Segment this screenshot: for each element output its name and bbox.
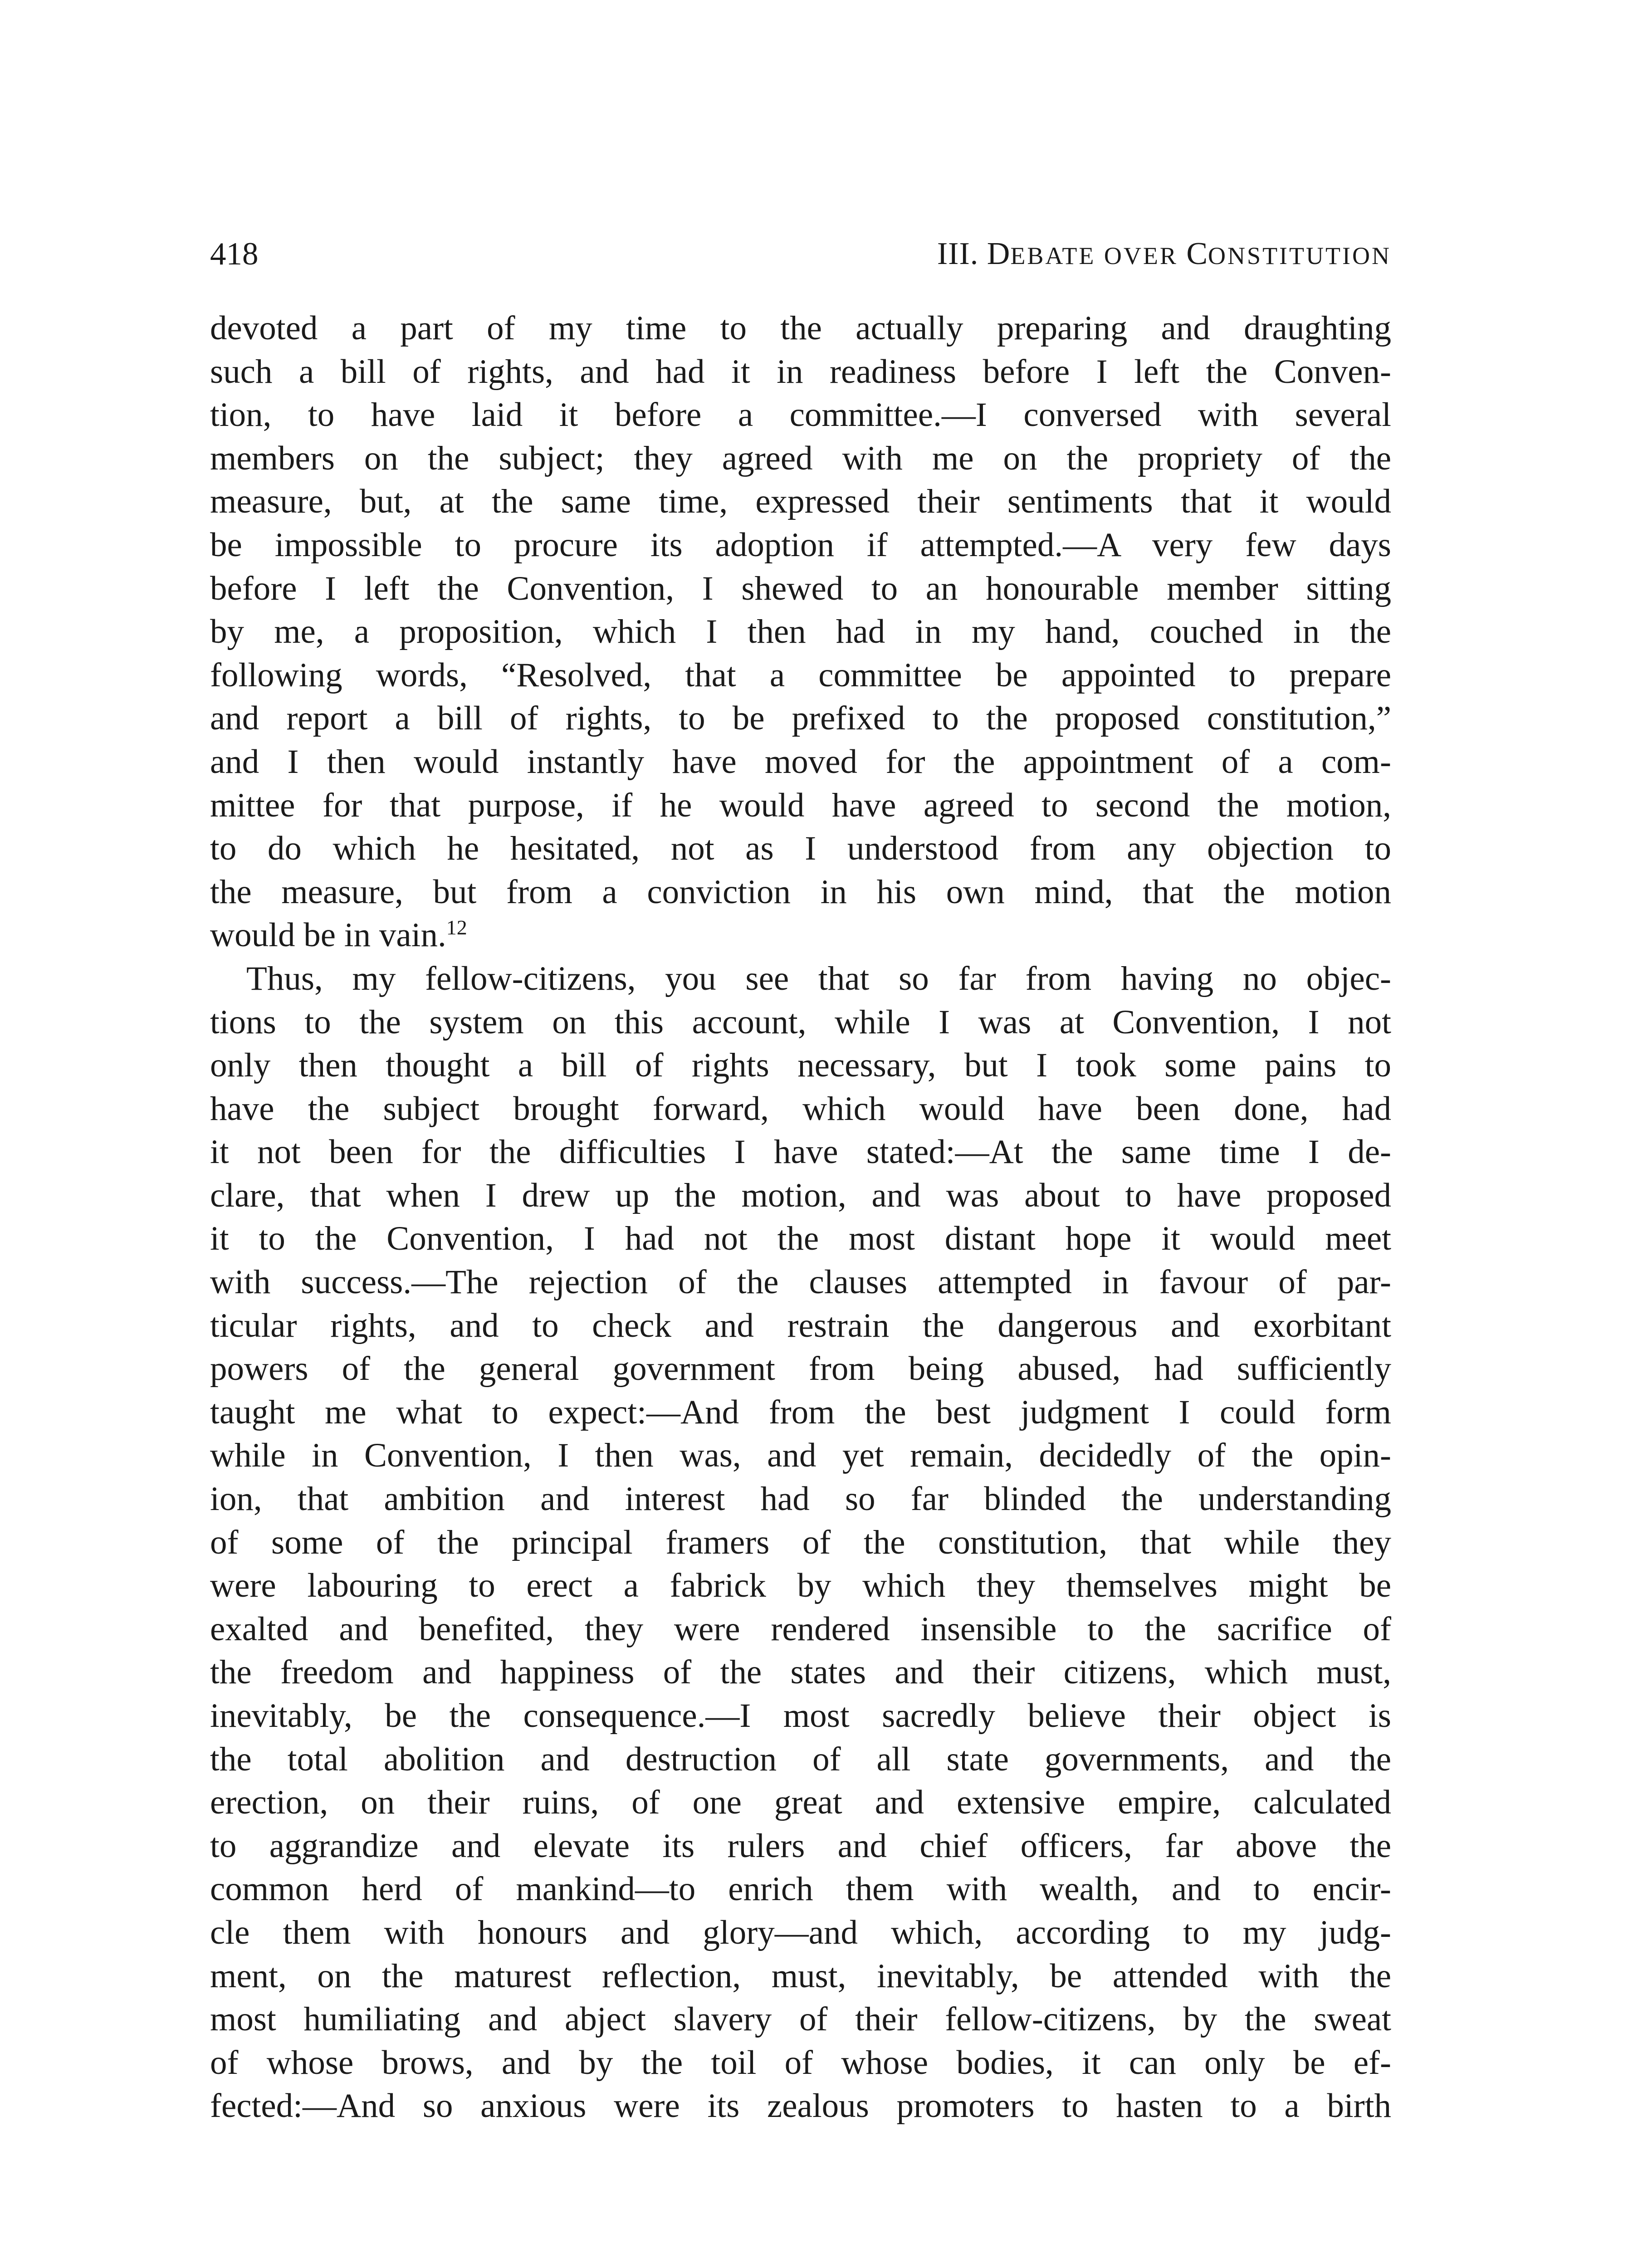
text-line: were labouring to erect a fabrick by which they themselves might be <box>210 1567 1391 1605</box>
text-line: following words, “Resolved, that a committee be appointed to prepare <box>210 656 1391 694</box>
text-line: inevitably, be the consequence.—I most sacredly believe their object is <box>210 1697 1391 1735</box>
text-line: ion, that ambition and interest had so far blinded the understanding <box>210 1480 1391 1518</box>
text-line: to do which he hesitated, not as I understood from any objection to <box>210 830 1391 868</box>
text-line: before I left the Convention, I shewed to an honourable member sitting <box>210 569 1391 607</box>
text-line: ment, on the maturest reflection, must, inevitably, be attended with the <box>210 1957 1391 1995</box>
text-line: to aggrandize and elevate its rulers and chief officers, far above the <box>210 1827 1391 1865</box>
text-line: it to the Convention, I had not the most distant hope it would meet <box>210 1220 1391 1258</box>
text-line: fected:—And so anxious were its zealous promoters to hasten to a birth <box>210 2087 1391 2125</box>
paragraph-2 <box>210 957 1391 2128</box>
text-line: Thus, my fellow-citizens, you see that so far from having no objec- <box>246 959 1391 997</box>
running-head <box>210 229 1391 279</box>
text-line: of whose brows, and by the toil of whose bodies, it can only be ef- <box>210 2043 1391 2082</box>
text-line: common herd of mankind—to enrich them with wealth, and to encir- <box>210 1870 1391 1908</box>
text-line: while in Convention, I then was, and yet remain, decidedly of the opin- <box>210 1437 1391 1475</box>
text-line: it not been for the difficulties I have stated:—At the same time I de- <box>210 1133 1391 1171</box>
text-line: ticular rights, and to check and restrain the dangerous and exorbitant <box>210 1306 1391 1344</box>
text-line: with success.—The rejection of the clauses attempted in favour of par- <box>210 1263 1391 1301</box>
text-line: cle them with honours and glory—and which, according to my judg- <box>210 1913 1391 1951</box>
text-line: powers of the general government from being abused, had sufficiently <box>210 1350 1391 1388</box>
text-line: mittee for that purpose, if he would have agreed to second the motion, <box>210 786 1391 824</box>
text-line: members on the subject; they agreed with me on the propriety of the <box>210 439 1391 477</box>
text-line: measure, but, at the same time, expressed their sentiments that it would <box>210 483 1391 521</box>
text-line: erection, on their ruins, of one great and extensive empire, calculated <box>210 1784 1391 1822</box>
text-line: such a bill of rights, and had it in readiness before I left the Conven- <box>210 352 1391 391</box>
text-line: by me, a proposition, which I then had in my hand, couched in the <box>210 613 1391 651</box>
text-line: the freedom and happiness of the states and their citizens, which must, <box>210 1653 1391 1691</box>
text-line: the measure, but from a conviction in his own mind, that the motion <box>210 873 1391 911</box>
text-line: and report a bill of rights, to be prefixed to the proposed constitution,” <box>210 699 1391 738</box>
text-line: have the subject brought forward, which would have been done, had <box>210 1090 1391 1128</box>
text-line: be impossible to procure its adoption if attempted.—A very few days <box>210 526 1391 564</box>
text-line: taught me what to expect:—And from the best judgment I could form <box>210 1393 1391 1431</box>
text-line: devoted a part of my time to the actually preparing and draughting <box>210 309 1391 347</box>
body-text <box>210 307 1391 2128</box>
text-line: tion, to have laid it before a committee.—I conversed with several <box>210 396 1391 434</box>
text-line: the total abolition and destruction of all state governments, and the <box>210 1740 1391 1778</box>
part-number: III. <box>937 236 979 271</box>
text-line: clare, that when I drew up the motion, and was about to have proposed <box>210 1176 1391 1214</box>
running-title: III. DEBATE OVER CONSTITUTION <box>937 236 1391 271</box>
paragraph-1 <box>210 307 1391 957</box>
text-line: tions to the system on this account, while I was at Convention, I not <box>210 1003 1391 1041</box>
footnote-ref: 12 <box>446 916 467 939</box>
text-line: exalted and benefited, they were rendered insensible to the sacrifice of <box>210 1610 1391 1648</box>
text-line: only then thought a bill of rights necessary, but I took some pains to <box>210 1046 1391 1085</box>
text-line: and I then would instantly have moved for the appointment of a com- <box>210 743 1391 781</box>
page-number: 418 <box>210 236 259 272</box>
text-line: most humiliating and abject slavery of their fellow-citizens, by the sweat <box>210 2000 1391 2038</box>
text-line: would be in vain.$^{12}$ <box>210 916 467 954</box>
text-line: of some of the principal framers of the constitution, that while they <box>210 1523 1391 1561</box>
